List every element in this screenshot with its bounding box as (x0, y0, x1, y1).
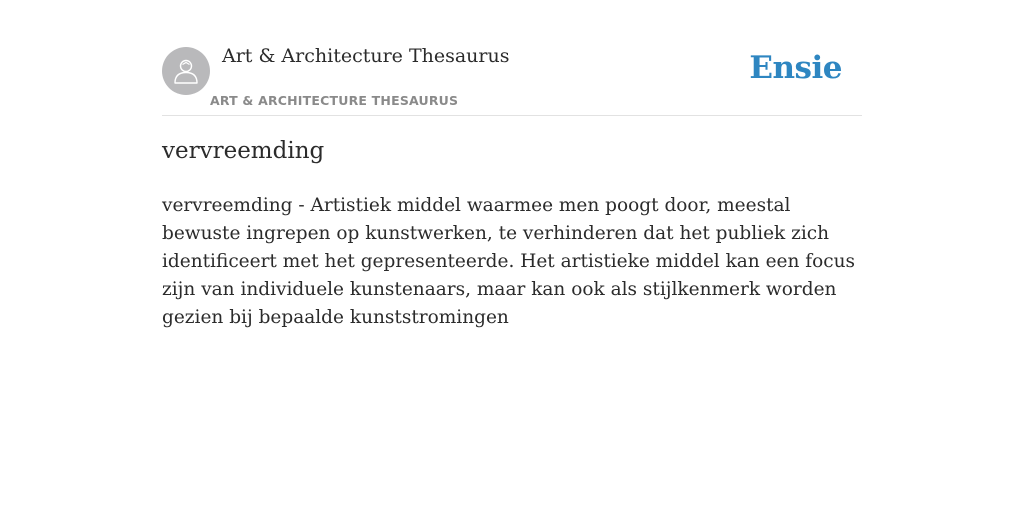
ensie-logo[interactable]: Ensie (749, 50, 842, 86)
source-subtitle[interactable]: ART & ARCHITECTURE THESAURUS (210, 93, 459, 108)
entry-term: vervreemding (162, 138, 325, 164)
source-title[interactable]: Art & Architecture Thesaurus (222, 45, 510, 67)
entry-definition: vervreemding - Artistiek middel waarmee men poogt door, meestal bewuste ingrepen op kunstwerken, te verhinderen dat het publiek zich identificeert met het gepresenteerde. Het artistieke middel kan een focus zijn van individuele kunstenaars, maar kan ook als stijlkenmerk worden gezien bij bepaalde kunststromingen (162, 195, 856, 328)
source-avatar[interactable] (162, 47, 210, 95)
user-silhouette-icon (171, 56, 201, 86)
source-header (162, 0, 862, 116)
